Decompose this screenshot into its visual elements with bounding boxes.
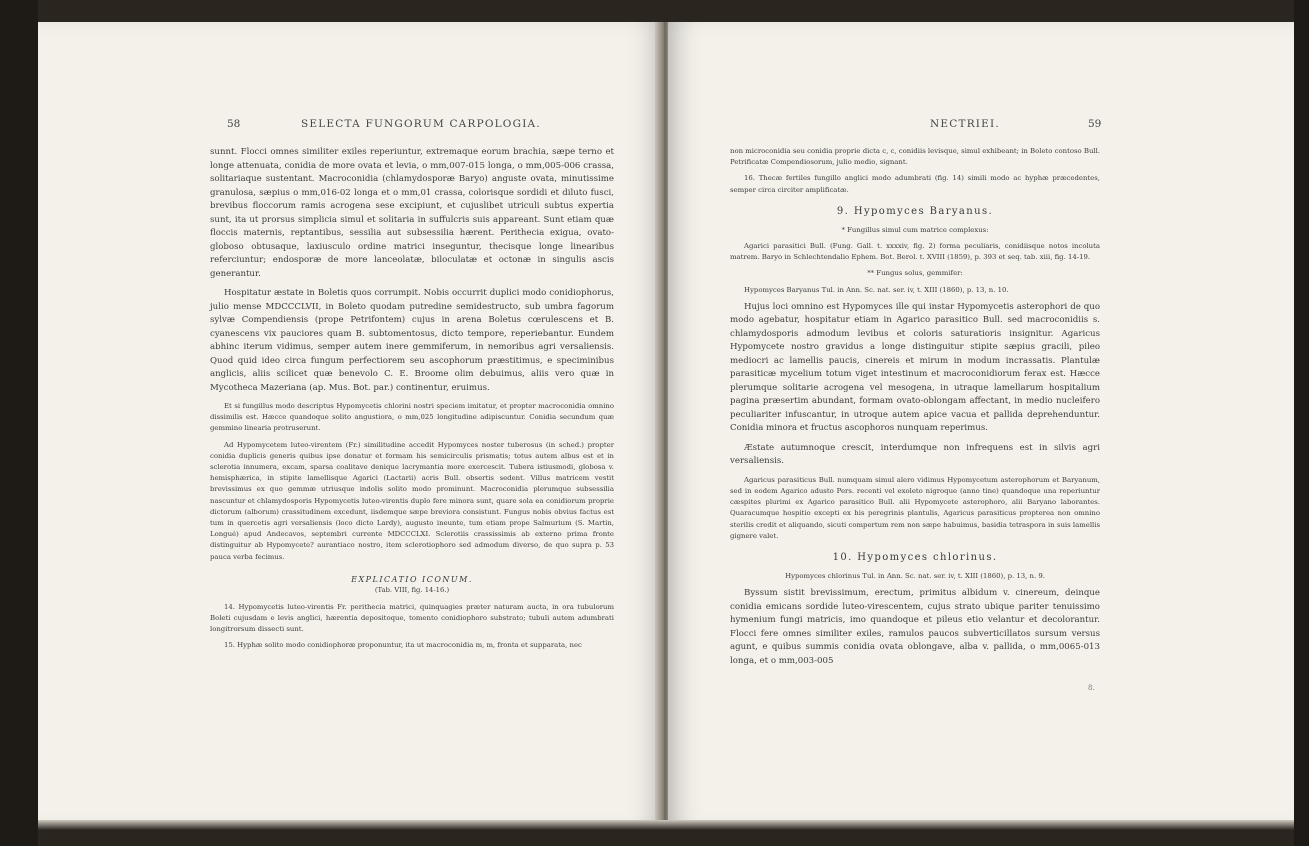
right-page-number: 59 [1088,118,1102,130]
right-book-edge [1294,0,1309,846]
left-running-head: SELECTA FUNGORUM CARPOLOGIA. [301,118,541,130]
left-book-edge [0,0,38,846]
fungus-synonymy: Hypomyces Baryanus Tul. in Ann. Sc. nat. ser. iv, t. XIII (1860), p. 13, n. 10. [744,285,1009,294]
signature-mark: 8. [1088,684,1095,692]
fungus-label: ** Fungus solus, gemmifer: [867,269,963,278]
right-paragraph-5: Agaricus parasiticus Bull. numquam simul alero vidimus Hypomycetum asterophorum et Baryanum, sed in eodem Agarico adusto Pers. recenti vel exoleto nigroque (anno tine) quandoque una reperiuntur cæspites plurimi ex Agarico parasitico Bull. alii Hypomycete asterophoro, alii Baryano laborantes. Quaracumque hospitio excepti ex his peregrinis plantulis, Agaricus parasiticus propterea non omnino sterilis credit et aliquando, sicuti compertum rem non sæpe habuimus, basidia tetraspora in suis lamellis gignere valet. [730,475,1100,540]
plate-explanation-title: EXPLICATIO ICONUM. [351,574,473,584]
left-paragraph-4: Ad Hypomycetem luteo-virentem (Fr.) similitudine accedit Hypomyces noster tuberosus (in sched.) propter conidia duplicis generis quibus ipse donatur et formam his semicirculis prismatis; totus autem albus est et in sclerotia innumera, excam, sparsa coalitave denique lacrymantia more exercescit. Tubera istiusmodi, globosa v. hemisphærica, in stipite lamellisque Agarici (Lactarii) acris Bull. obsertis sedent. Villus matricem vestit brevissimus ex quo gemmæ utriusque indolis solito modo prominunt. Macroconidia plerumque subsessilia nascuntur et chlamydosporis Hypomycetis luteo-virentis duplo fere minora sunt, quare sola ea conidiorum proprie dictorum (alborum) crassitudinem excedunt, iisdemque sæpe breviora consistunt. Fungus nobis obvius factus est tum in quercetis agri versaliensis (loco dicto Lardy), augusto ineunte, tum etiam prope Salmurium (S. Martin, Longué) apud Andecavos, septembri currente MDCCCLXI. Sclerotiis crassissimis ab externo prima fronte distinguitur ab Hypomycete? aurantiaco nostro, item sclerotiophoro sed admodum diverso, de quo supra p. 53 pauca verba fecimus. [210,440,614,561]
right-paragraph-4: Æstate autumnoque crescit, interdumque non infrequens est in silvis agri versaliensis. [730,442,1100,467]
chlorinus-reference: Hypomyces chlorinus Tul. in Ann. Sc. nat. ser. iv, t. XIII (1860), p. 13, n. 9. [785,572,1045,581]
right-page [668,22,1294,828]
left-page [38,22,662,828]
page-bottom-shadow [38,820,1294,830]
figure-15-caption: 15. Hyphæ solito modo conidiophoræ proponuntur, ita ut macroconidia m, m, fronta et supparata, nec [224,641,582,650]
right-running-head: NECTRIEI. [930,118,1000,130]
species-heading-10: 10. Hypomyces chlorinus. [832,552,998,564]
figure-14-caption: 14. Hypomycetis luteo-virentis Fr. perithecia matrici, quinquagies præter naturam aucta, in ora tubulorum Boleti cujusdam e levis anglici, hærentia depositoque, tomento conidiophoro substrato; tubuli autem adumbrati longitrorsum dissecti sunt. [210,602,614,634]
species-heading-9: 9. Hypomyces Baryanus. [836,205,994,217]
right-paragraph-3: Hujus loci omnino est Hypomyces ille qui instar Hypomycetis asterophori de quo modo agebatur, hospitatur etiam in Agarico parasitico Bull. sed macroconidiis s. chlamydosporis admodum levibus et coloris saturatioris insignitur. Agaricus Hypomycete nostro gravidus a longe distinguitur stipite sæpius gracili, pileo mediocri ac lamellis paucis, cinereis et mirum in modum incrassatis. Plantulæ parasiticæ mycelium totum viget intestinum et macroconidiorum ferax est. Hæcce plerumque solitarie acrogena vel mesogena, in utraque lamellarum hospitalium pagina præsertim abundant, formam ovato-oblongam affectant, in medio nucleifero peculiariter infuscantur, in utroque autem apice vacua et pallida deprehenduntur. Conidia minora et fructus ascophoros nunquam reperimus. [730,301,1100,434]
fungillus-synonymy: Agarici parasitici Bull. (Fung. Gall. t. xxxxiv, fig. 2) forma peculiaris, conidiisque notos incoluta matrem. Baryo in Schlechtendalio Ephem. Bot. Berol. t. XVIII (1859), p. 393 et seq. tab. xiii, fig. 14-19. [730,242,1100,262]
left-paragraph-2: Hospitatur æstate in Boletis quos corrumpit. Nobis occurrit duplici modo conidiophorus, julio mense MDCCCLVII, in Boleto quodam putredine semidestructo, sub umbra fagorum sylvæ Compendiensis (prope Petrifontem) cujus in arena Boletus cœrulescens et B. cyanescens vix pauciores quam B. subtomentosus, dicto tempore, reperiebantur. Eundem abhinc iterum vidimus, semper autem inere gemmiferum, in nemoribus agri versaliensis. Quod quid ideo circa fungum perfectiorem seu ascophorum præstitimus, e speciminibus anglicis, aliis scilicet quæ benevolo C. E. Broome olim debuimus, aliis vero quæ in Mycotheca Mazeriana (ap. Mus. Bot. par.) continentur, eruimus. [210,288,614,393]
left-paragraph-1: sunnt. Flocci omnes similiter exiles reperiuntur, extremaque eorum brachia, sæpe terno et longe attenuata, conidia de more ovata et levia, o mm,007-015 longa, o mm,005-006 crassa, solitariaque sustentant. Macroconidia (chlamydosporæ Baryo) anguste ovata, minutissime granulosa, sæpius o mm,016-02 longa et o mm,01 crassa, colorisque sordidi et diluto fusci, brevibus floccorum ramis acrogena sese excipiunt, et cujuslibet utriculi subtus expertia sunt, ita ut prorsus simplicia simul et solitaria in suffulcris suis appareant. Sunt etiam quæ floccis maternis, reptantibus, sessilia aut subsessilia hærent. Perithecia exigua, ovato-globoso obtusaque, laxiusculo ordine matrici inseguntur, thecisque longe linearibus referciuntur; endosporæ de more lanceolatæ, biloculatæ et octonæ in singulis ascis generantur. [210,147,614,279]
left-text-column [210,146,614,657]
right-text-column [730,146,1100,674]
left-page-number: 58 [227,118,241,130]
right-paragraph-1: non microconidia seu conidia proprie dicta c, c, conidiis levisque, simul exhibeant; in Boleto contoso Bull. Petrificatæ Compendiosorum, julio medio, signant. [730,147,1100,167]
fungillus-label: * Fungillus simul cum matrice complexus: [841,225,989,234]
right-paragraph-6: Byssum sistit brevissimum, erectum, primitus albidum v. cinereum, deinque conidia emicans sordide luteo-virescentem, cujus strato ubique pariter tenuissimo hymenium fungi matricis, imo quandoque et pileus etio velantur et decolorantur. Flocci fere omnes similiter exiles, ramulos paucos subverticillatos sursum versus agunt, e quibus summis conidia ovata oblongave, alba v. pallida, o mm,0065-013 longa, et o mm,003-005 [730,588,1100,666]
left-paragraph-3: Et si fungillus modo descriptus Hypomycetis chlorini nostri speciem imitatur, et propter macroconidia omnino dissimilis est. Hæcce quandoque solito angustiora, o mm,025 longitudine adipiscuntur. Conidia secundum quæ gemmino linearia protruserunt. [210,402,614,433]
plate-reference: (Tab. VIII, fig. 14-16.) [374,585,450,594]
figure-16-caption: 16. Thecæ fertiles fungillo anglici modo adumbrati (fig. 14) simili modo ac hyphæ præcedentes, semper circa circiter amplificatæ. [730,174,1100,194]
